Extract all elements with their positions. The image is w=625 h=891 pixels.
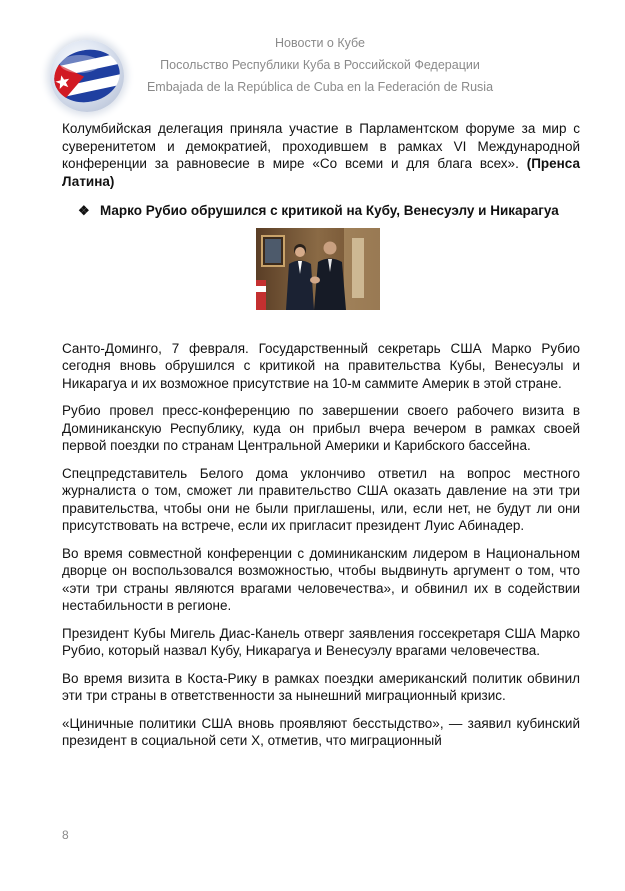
article-paragraph: Президент Кубы Мигель Диас-Канель отверг заявления госсекретаря США Марко Рубио, который назвал Кубу, Никарагуа и Венесуэлу врагами человечества. (62, 625, 580, 658)
cuban-flag-logo-icon (50, 40, 124, 112)
article-paragraph: Рубио провел пресс-конференцию по завершении своего рабочего визита в Доминиканскую Республику, куда он прибыл вчера вечером в рамках своей первой поездки по странам Центральной Америки и Карибского бассейна. (62, 403, 580, 453)
previous-article-text: Колумбийская делегация приняла участие в Парламентском форуме за мир с суверенитетом и демократией, проходившем в рамках VI Международной конференции за равновесие в мире «Со всеми и для блага всех». (62, 121, 580, 171)
source-label: (Пренса Латина) (62, 156, 580, 189)
diamond-bullet-icon: ❖ (78, 203, 90, 218)
article-paragraph: Санто-Доминго, 7 февраля. Государственный секретарь США Марко Рубио сегодня вновь обрушился с критикой на правительства Кубы, Венесуэлы и Никарагуа и их возможное присутствие на 10-м саммите Америк в этой стране. (62, 340, 580, 391)
header-embassy-es: Embajada de la República de Cuba en la Federación de Rusia (146, 80, 494, 94)
page-number: 8 (62, 828, 69, 842)
article-photo (256, 228, 380, 310)
document-body (62, 120, 580, 760)
article-paragraph: Во время совместной конференции с доминиканским лидером в Национальном дворце он воспользовался возможностью, чтобы выдвинуть аргумент о том, что «эти три страны являются врагами человечества», и обвинил их в содействии нестабильности в регионе. (62, 545, 580, 613)
article-photo-wrap (62, 228, 580, 332)
document-header (130, 32, 510, 98)
article-paragraph: «Циничные политики США вновь проявляют бесстыдство», — заявил кубинский президент в социальной сети X, отметив, что миграционный (62, 715, 580, 748)
header-embassy-ru: Посольство Республики Куба в Российской Федерации (160, 58, 480, 72)
article-paragraph: Во время визита в Коста-Рику в рамках поездки американский политик обвинил эти три страны в ответственности за нынешний миграционный кризис. (62, 670, 580, 703)
article-heading (62, 202, 580, 220)
header-title: Новости о Кубе (275, 36, 365, 50)
article-title: Марко Рубио обрушился с критикой на Кубу, Венесуэлу и Никарагуа (100, 203, 559, 218)
article-paragraph: Спецпредставитель Белого дома уклончиво ответил на вопрос местного журналиста о том, сможет ли правительство США оказать давление на эти три правительства, чтобы они не были приглашены, или, если нет, не будут ли они присутствовать на встрече, если их пригласит президент Луис Абинадер. (62, 465, 580, 533)
previous-article-tail (62, 120, 580, 190)
